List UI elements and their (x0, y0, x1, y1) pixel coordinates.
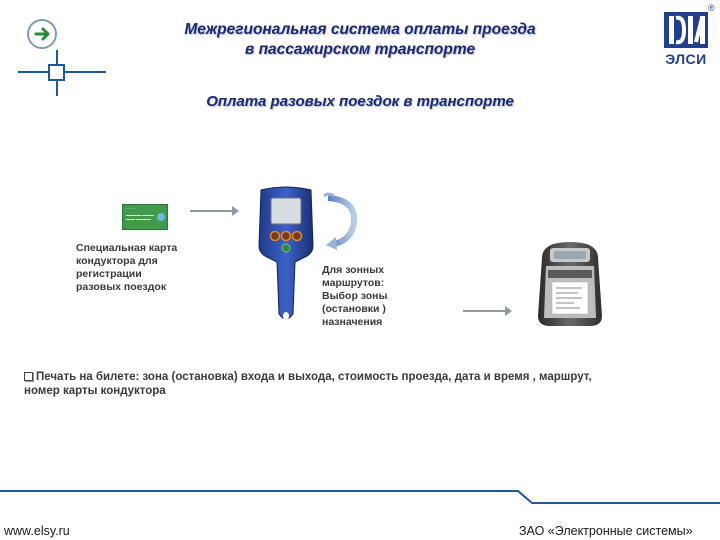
flow-arrow-icon (188, 205, 240, 217)
bullet-square-icon (24, 372, 33, 381)
footer-website: www.elsy.ru (4, 524, 70, 538)
title-line-2: в пассажирском транспорте (244, 41, 476, 58)
bullet-item (24, 370, 664, 398)
bullet-line-1: Печать на билете: зона (остановка) входа и выхода, стоимость проезда, дата и время , маршрут, (36, 371, 592, 383)
page-title (120, 20, 600, 60)
footer-company: ЗАО «Электронные системы» (519, 524, 693, 538)
conductor-card-icon: ▪ ▪ ▪ ▪ ▪ ▪ ▬▬▬▬▬ ▬▬▬▬ ▬▬▬ ▬▬▬▬▬ (122, 204, 168, 230)
page-subtitle: Оплата разовых поездок в транспорте (206, 93, 514, 110)
registered-mark: ® (708, 3, 715, 13)
arrow-right-icon (29, 21, 55, 47)
decorative-square (48, 64, 65, 81)
logo-text: ЭЛСИ (665, 51, 707, 67)
footer-divider (0, 486, 720, 506)
title-line-1: Межрегиональная система оплаты проезда (184, 21, 536, 38)
cycle-arrow-icon (322, 190, 362, 252)
bullet-line-2: номер карты кондуктора (24, 385, 166, 397)
navigation-arrow-button[interactable] (27, 19, 57, 49)
flow-arrow-icon (461, 305, 513, 317)
handheld-terminal-icon (255, 186, 317, 326)
card-caption: Специальная карта кондуктора для регистрации разовых поездок (76, 242, 178, 293)
ticket-printer-icon (532, 238, 608, 330)
zone-caption: Для зонных маршрутов: Выбор зоны (остановки ) назначения (322, 264, 388, 328)
